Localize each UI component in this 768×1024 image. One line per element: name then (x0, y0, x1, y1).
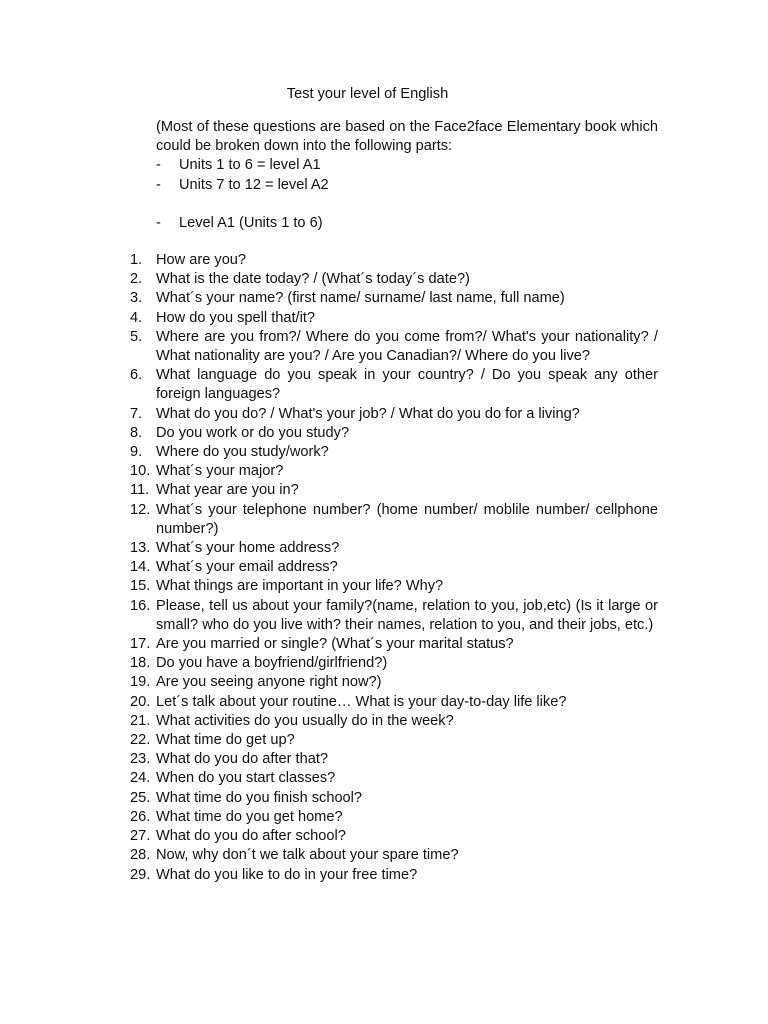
question-number: 14. (130, 559, 151, 576)
question-text: What do you do after that? (156, 751, 328, 768)
question-item (130, 808, 658, 827)
question-item (130, 654, 658, 673)
question-number: 9. (130, 444, 143, 461)
question-item (130, 251, 658, 270)
question-item (130, 270, 658, 289)
question-item (130, 597, 658, 635)
question-item (130, 558, 658, 577)
question-number: 10. (130, 463, 151, 480)
question-item (130, 481, 658, 500)
question-text: What do you do after school? (156, 828, 346, 845)
question-number: 22. (130, 732, 151, 749)
question-number: 21. (130, 712, 151, 729)
question-item (130, 750, 658, 769)
page-title: Test your level of English (286, 86, 449, 102)
question-number: 27. (130, 828, 151, 845)
question-text: When do you start classes? (156, 770, 336, 787)
question-text: What time do you get home? (156, 808, 343, 825)
question-number: 19. (130, 674, 151, 691)
question-text: What´s your email address? (156, 559, 338, 576)
question-item (130, 289, 658, 308)
bullet-item (156, 176, 658, 195)
intro-bullet-list (156, 156, 658, 233)
question-item (130, 827, 658, 846)
question-text: Do you work or do you study? (156, 424, 350, 441)
bullet-text: Units 7 to 12 = level A2 (179, 176, 329, 193)
question-number: 25. (130, 789, 151, 806)
question-item (130, 846, 658, 865)
bullet-text: Units 1 to 6 = level A1 (179, 157, 321, 174)
question-number: 13. (130, 540, 151, 557)
question-item (130, 712, 658, 731)
question-number: 16. (130, 597, 151, 614)
question-text: What´s your telephone number? (home number/ moblile number/ cellphone number?) (156, 501, 658, 537)
question-text: What do you like to do in your free time? (156, 866, 418, 883)
question-number: 17. (130, 636, 151, 653)
bullet-dash: - (156, 157, 161, 174)
question-item (130, 443, 658, 462)
question-text: Do you have a boyfriend/girlfriend?) (156, 655, 388, 672)
bullet-item (156, 156, 658, 175)
question-number: 23. (130, 751, 151, 768)
intro-paragraph: (Most of these questions are based on the Face2face Elementary book which could be broken down into the following parts: (156, 119, 658, 155)
question-number: 8. (130, 424, 143, 441)
intro-section (156, 118, 658, 233)
question-number: 1. (130, 252, 143, 268)
question-item (130, 866, 658, 885)
question-text: What is the date today? / (What´s today´s date?) (156, 271, 470, 288)
question-text: What language do you speak in your country? / Do you speak any other foreign languages? (156, 367, 658, 403)
question-text: What time do you finish school? (156, 789, 363, 806)
question-number: 7. (130, 405, 143, 422)
question-item (130, 673, 658, 692)
question-text: Are you married or single? (What´s your marital status? (156, 636, 514, 653)
bullet-dash: - (156, 176, 161, 193)
question-number: 5. (130, 328, 143, 345)
question-text: What´s your name? (first name/ surname/ last name, full name) (156, 290, 565, 307)
question-text: Are you seeing anyone right now?) (156, 674, 382, 691)
question-list (130, 251, 658, 885)
question-text: Where do you study/work? (156, 444, 329, 461)
question-item (130, 462, 658, 481)
question-text: Where are you from?/ Where do you come from?/ What's your nationality? / What nationality are you? / Are you Canadian?/ Where do you live? (156, 328, 658, 365)
question-text: Now, why don´t we talk about your spare time? (156, 847, 459, 864)
question-text: What things are important in your life? Why? (156, 578, 444, 595)
question-number: 29. (130, 866, 151, 883)
question-item (130, 539, 658, 558)
question-text: How do you spell that/it? (156, 309, 315, 326)
question-number: 12. (130, 501, 151, 518)
section-heading (156, 214, 658, 233)
question-number: 15. (130, 578, 151, 595)
question-item (130, 769, 658, 788)
question-text: How are you? (156, 252, 247, 268)
question-item (130, 328, 658, 366)
question-item (130, 789, 658, 808)
question-text: What time do get up? (156, 732, 295, 749)
question-text: What´s your major? (156, 463, 284, 480)
question-number: 11. (130, 482, 150, 499)
question-item (130, 577, 658, 596)
question-text: Let´s talk about your routine… What is your day-to-day life like? (156, 693, 567, 710)
question-item (130, 693, 658, 712)
question-text: What do you do? / What's your job? / What do you do for a living? (156, 405, 580, 422)
question-text: What year are you in? (156, 482, 299, 499)
question-item (130, 405, 658, 424)
question-text: Please, tell us about your family?(name, relation to you, job,etc) (Is it large or small? who do you live with? their names, relation to you, and their jobs, etc.) (156, 597, 658, 633)
question-number: 26. (130, 808, 151, 825)
question-item (130, 501, 658, 539)
question-item (130, 635, 658, 654)
bullet-dash: - (156, 215, 161, 231)
question-number: 6. (130, 367, 143, 384)
bullet-text: Level A1 (Units 1 to 6) (179, 215, 323, 231)
question-number: 24. (130, 770, 151, 787)
question-text: What activities do you usually do in the week? (156, 712, 454, 729)
question-number: 2. (130, 271, 143, 288)
question-item (130, 424, 658, 443)
question-item (130, 366, 658, 404)
question-number: 3. (130, 290, 143, 307)
question-item (130, 309, 658, 328)
question-number: 4. (130, 309, 143, 326)
question-number: 18. (130, 655, 151, 672)
question-item (130, 731, 658, 750)
question-number: 28. (130, 847, 151, 864)
question-number: 20. (130, 693, 151, 710)
question-text: What´s your home address? (156, 540, 340, 557)
